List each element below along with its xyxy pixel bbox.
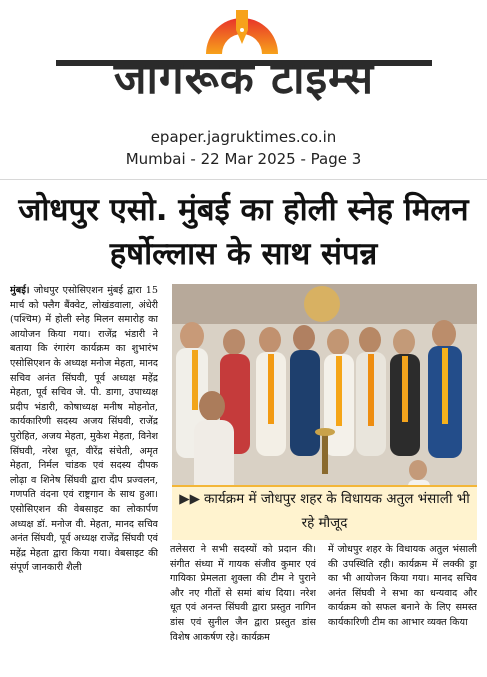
- article-body-column-3: में जोधपुर शहर के विधायक अतुल भंसाली की उपस्थिति रही। कार्यक्रम में लक्की ड्रा का भी आयोजन किया गया। मानद सचिव अनंत सिंघवी ने सभा का धन्यवाद और कार्यक्रम को सफल बनाने के लिए समस्त कार्यकारिणी टीम का आभार व्यक्त किया: [328, 544, 477, 628]
- article-headline: जोधपुर एसो. मुंबई का होली स्नेह मिलन हर्षोल्लास के साथ संपन्न: [18, 192, 469, 272]
- lamp-stand: [322, 434, 328, 474]
- body-text-part-1: जोधपुर एसोसिएशन मुंबई द्वारा 15 मार्च को फ्लैग बैंक्वेट, लोखंडवाला, अंधेरी (पश्चिम) में होली स्नेह मिलन समारोह का आयोजन किया गया। राजेंद्र भंडारी ने बताया कि रंगारंग कार्यक्रम का शुभारंभ एसोसिएशन के अध्यक्ष मनोज मेहता, मानद सचिव अनंत सिंघवी, पूर्व अध्यक्ष महेंद्र मेहता, पूर्व सचिव जे. पी. डागा, उपाध्यक्ष प्रदीप भंडारी, कोषाध्यक्ष मनीष मोहनोत, कार्यकारिणी सदस्य अजय सिंघवी, राजेंद्र पुरोहित, अजय मेहता, मुकेश मेहता, विनेश सिंघवी, नरेश धूत, वीरेंद्र संचेती, अमृत मेहता, निर्मल चांडक एवं सदस्य दीपक लोढ़ा व शिनेष सिंघवी द्वारा दीप प्रज्वलन, गणपति वंदना एवं राष्ट्रगान के साथ हुआ। एसोसिएशन की वेबसाइट का लोकार्पण अध्यक्ष डॉ. मनोज वी. मेहता, मानद सचिव अनंत सिंघवी, पूर्व अध्यक्ष राजेंद्र सिंघवी एवं महेंद्र मेहता द्वारा किया गया। वेबसाइट की संपूर्ण जानकारी शैली: [10, 285, 158, 574]
- photo-caption: [172, 485, 477, 540]
- article-body-column-2: तलेसरा ने सभी सदस्यों को प्रदान की। संगीत संध्या में गायक संजीव कुमार एवं गायिका प्रेमलता शुक्ला की टीम ने पुराने और नए गीतों से समां बांध दिया। नरेश धूत एवं अनन्त सिंघवी द्वारा प्रस्तुत नागिन डांस एवं सुनील जैन द्वारा प्रस्तुत डांस विशेष आकर्षण रहे। कार्यक्रम: [170, 544, 316, 643]
- group-photo-illustration: [172, 284, 477, 510]
- edition-info: Mumbai - 22 Mar 2025 - Page 3: [125, 150, 362, 168]
- masthead-divider: [0, 179, 487, 180]
- dateline: मुंबई।: [10, 285, 30, 296]
- masthead: [0, 0, 487, 178]
- news-article: [10, 188, 477, 674]
- newspaper-logo: [0, 0, 487, 118]
- article-body-column-1: [10, 284, 158, 674]
- double-arrow-icon: ▶▶: [179, 491, 201, 507]
- epaper-url[interactable]: epaper.jagruktimes.co.in: [150, 128, 337, 146]
- logo-wordmark: जागरूक टाइम्स: [113, 53, 375, 104]
- event-photo: [172, 284, 477, 510]
- photo-caption-text: कार्यक्रम में जोधपुर शहर के विधायक अतुल भंसाली भी रहे मौजूद: [204, 491, 470, 531]
